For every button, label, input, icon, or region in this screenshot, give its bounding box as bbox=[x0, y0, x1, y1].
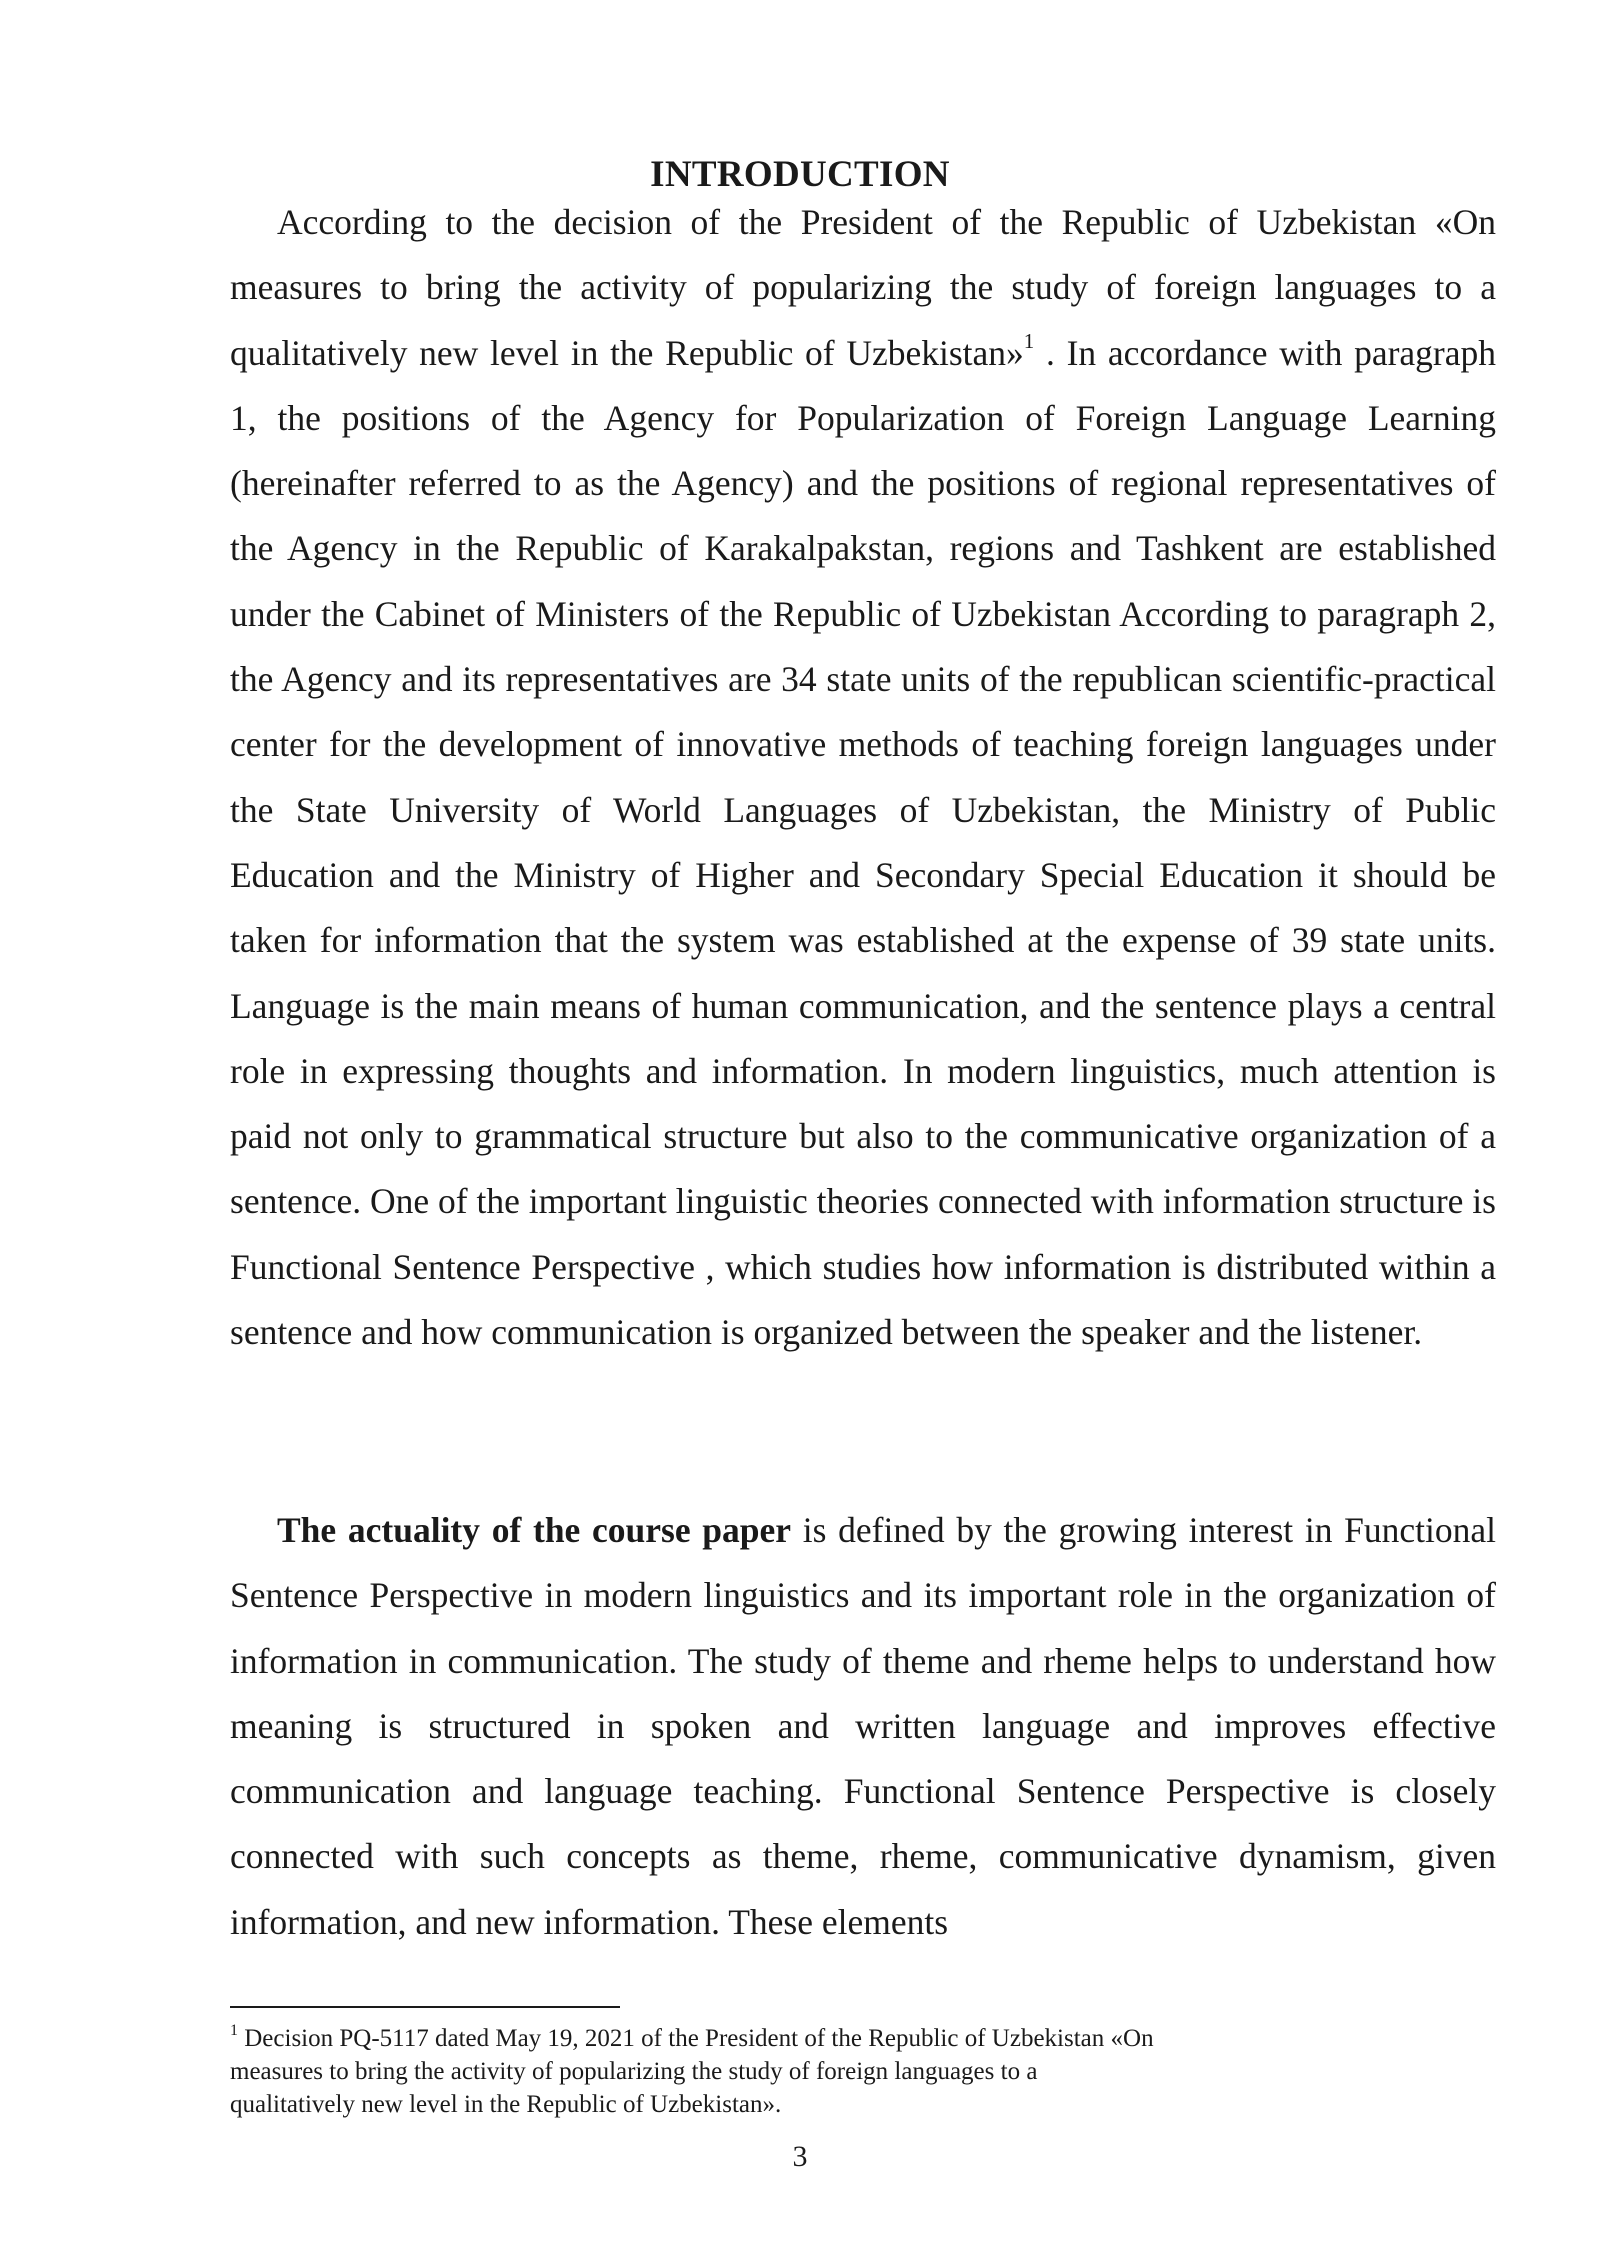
actuality-paragraph-text: is defined by the growing interest in Functional Sentence Perspective in modern linguistics and its important role in the organization of information in communication. The study of theme and rheme helps to understand how meaning is structured in spoken and written language and improves effective communication and language teaching. Functional Sentence Perspective is closely connected with such concepts as theme, rheme, communicative dynamism, given information, and new information. These elements bbox=[230, 1510, 1496, 1942]
intro-paragraph bbox=[230, 190, 1496, 1365]
footnote-text: Decision PQ-5117 dated May 19, 2021 of the President of the Republic of Uzbekistan «On measures to bring the activity of popularizing the study of foreign languages to a qualitatively new level in the Republic of Uzbekistan». bbox=[230, 2025, 1154, 2118]
footnote bbox=[230, 2022, 1160, 2121]
section-heading: INTRODUCTION bbox=[650, 154, 950, 195]
footnote-separator bbox=[230, 2006, 620, 2008]
paragraph-text-before-reference: According to the decision of the President of the Republic of Uzbekistan «On measures to bring the activity of popularizing the study of foreign languages to a qualitatively new level in the Republic of Uzbekistan» bbox=[230, 202, 1496, 373]
footnote-reference-mark: 1 bbox=[1023, 328, 1035, 353]
actuality-bold-lead: The actuality of the course paper bbox=[277, 1510, 792, 1550]
page-number: 3 bbox=[792, 2140, 808, 2173]
actuality-paragraph bbox=[230, 1498, 1496, 1955]
paragraph-text-after-reference: . In accordance with paragraph 1, the positions of the Agency for Popularization of Foreign Language Learning (hereinafter referred to as the Agency) and the positions of regional representatives of the Agency in the Republic of Karakalpakstan, regions and Tashkent are established under the Cabinet of Ministers of the Republic of Uzbekistan According to paragraph 2, the Agency and its representatives are 34 state units of the republican scientific-practical center for the development of innovative methods of teaching foreign languages under the State University of World Languages of Uzbekistan, the Ministry of Public Education and the Ministry of Higher and Secondary Special Education it should be taken for information that the system was established at the expense of 39 state units. Language is the main means of human communication, and the sentence plays a central role in expressing thoughts and information. In modern linguistics, much attention is paid not only to grammatical structure but also to the communicative organization of a sentence. One of the important linguistic theories connected with information structure is Functional Sentence Perspective , which studies how information is distributed within a sentence and how communication is organized between the speaker and the listener. bbox=[230, 332, 1496, 1353]
footnote-mark: 1 bbox=[230, 2021, 238, 2039]
